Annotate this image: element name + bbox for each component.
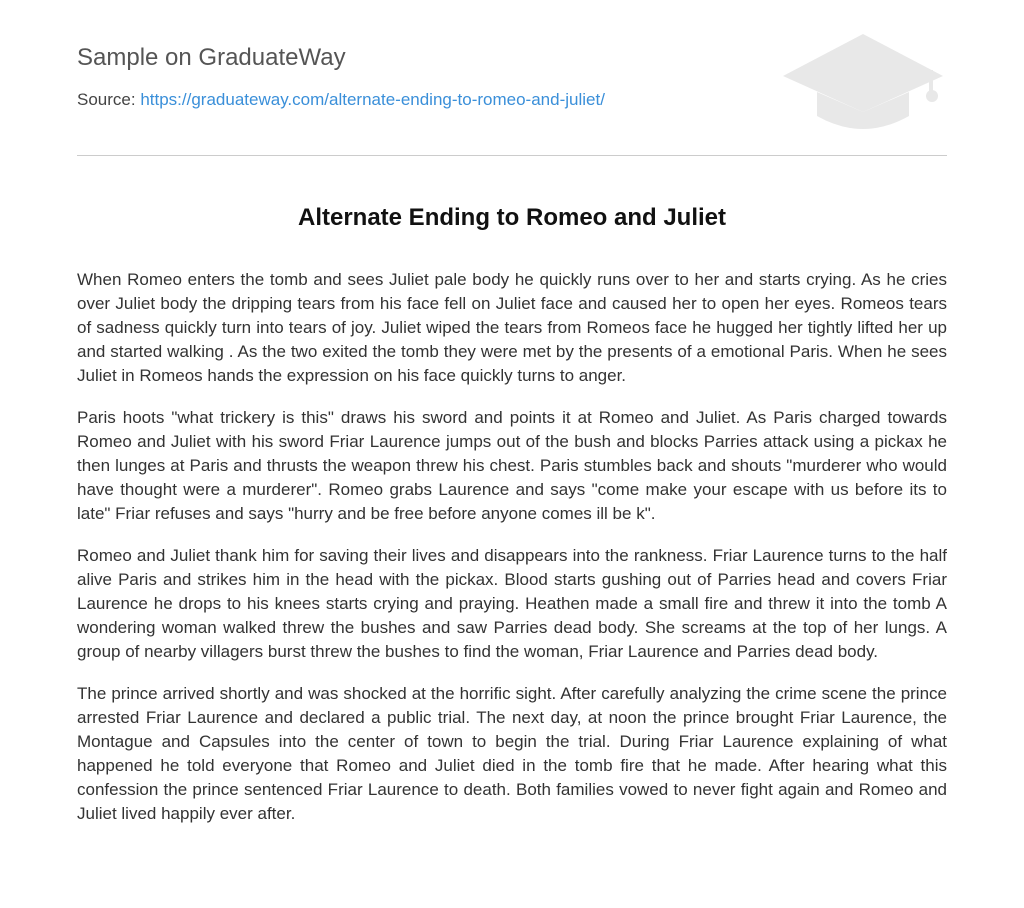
paragraph: Romeo and Juliet thank him for saving their lives and disappears into the rankness. Friar Laurence turns to the half alive Paris and strikes him in the head with the pickax. Blood starts gushing out of Parries head and covers Friar Laurence he drops to his knees starts crying and praying. Heathen made a small fire and threw it into the tomb A wondering woman walked threw the bushes and saw Parries dead body. She screams at the top of her lungs. A group of nearby villagers burst threw the bushes to find the woman, Friar Laurence and Parries dead body. <box>77 546 947 661</box>
article-body <box>77 268 947 844</box>
paragraph: The prince arrived shortly and was shocked at the horrific sight. After carefully analyzing the crime scene the prince arrested Friar Laurence and declared a public trial. The next day, at noon the prince brought Friar Laurence, the Montague and Capsules into the center of town to begin the trial. During Friar Laurence explaining of what happened he told everyone that Romeo and Juliet died in the tomb fire that he made. After hearing what this confession the prince sentenced Friar Laurence to death. Both families vowed to never fight again and Romeo and Juliet lived happily ever after. <box>77 684 947 823</box>
paragraph: When Romeo enters the tomb and sees Juliet pale body he quickly runs over to her and starts crying. As he cries over Juliet body the dripping tears from his face fell on Juliet face and caused her to open her eyes. Romeos tears of sadness quickly turn into tears of joy. Juliet wiped the tears from Romeos face he hugged her tightly lifted her up and started walking . As the two exited the tomb they were met by the presents of a emotional Paris. When he sees Juliet in Romeos hands the expression on his face quickly turns to anger. <box>77 270 947 385</box>
document-title: Alternate Ending to Romeo and Juliet <box>297 204 727 231</box>
source-link[interactable]: https://graduateway.com/alternate-ending-to-romeo-and-juliet/ <box>140 90 605 109</box>
source-line <box>77 90 605 110</box>
graduation-cap-icon <box>779 30 947 134</box>
paragraph: Paris hoots "what trickery is this" draws his sword and points it at Romeo and Juliet. As Paris charged towards Romeo and Juliet with his sword Friar Laurence jumps out of the bush and blocks Parries attack using a pickax he then lunges at Paris and thrusts the weapon threw his chest. Paris stumbles back and shouts "murderer who would have thought were a murderer". Romeo grabs Laurence and says "come make your escape with us before its to late" Friar refuses and says "hurry and be free before anyone comes ill be k". <box>77 408 947 523</box>
page-header <box>77 0 947 156</box>
header-divider <box>77 155 947 156</box>
site-title: Sample on GraduateWay <box>77 44 346 71</box>
source-label: Source: <box>77 90 136 109</box>
